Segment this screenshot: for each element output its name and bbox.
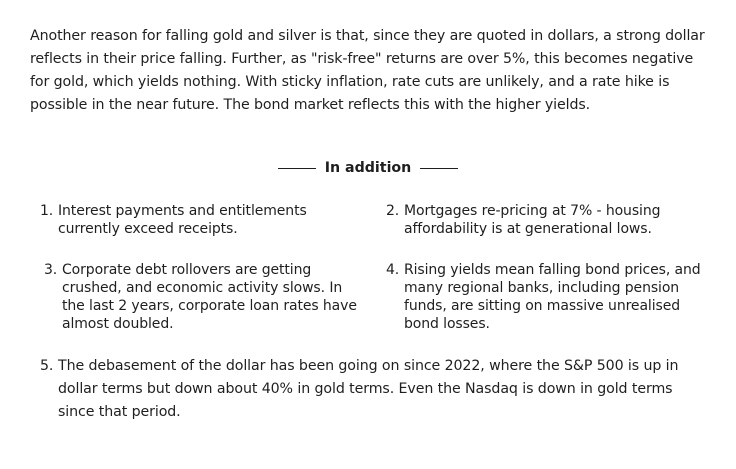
list-item-number: 4. — [386, 262, 400, 278]
list-item-text: Mortgages re-pricing at 7% - housing affordability is at generational lows. — [404, 203, 661, 237]
list-item-number: 2. — [386, 203, 400, 219]
list-item-text: Corporate debt rollovers are getting crushed, and economic activity slows. In the last 2 years, corporate loan rates have almost doubled. — [62, 262, 357, 332]
section-divider — [0, 158, 736, 178]
list-item-number: 1. — [40, 203, 54, 219]
list-item-number: 5. — [40, 358, 54, 374]
list-item — [40, 355, 712, 424]
list-item-text: Interest payments and entitlements currently exceed receipts. — [58, 203, 307, 237]
list-item-number: 3. — [44, 262, 58, 278]
list-item — [386, 261, 706, 333]
list-item — [40, 202, 340, 238]
list-item — [44, 261, 364, 333]
list-item — [386, 202, 706, 238]
section-heading: In addition — [324, 160, 412, 176]
list-item-text: Rising yields mean falling bond prices, and many regional banks, including pension funds, are sitting on massive unrealised bond losses. — [404, 262, 701, 332]
divider-line-right — [420, 168, 458, 169]
divider-line-left — [278, 168, 316, 169]
list-item-text: The debasement of the dollar has been going on since 2022, where the S&P 500 is up in dollar terms but down about 40% in gold terms. Even the Nasdaq is down in gold terms since that period. — [58, 358, 679, 420]
intro-paragraph: Another reason for falling gold and silver is that, since they are quoted in dollars, a strong dollar reflects in their price falling. Further, as "risk-free" returns are over 5%, this becomes negative for gold, which yields nothing. With sticky inflation, rate cuts are unlikely, and a rate hike is possible in the near future. The bond market reflects this with the higher yields. — [30, 28, 705, 113]
